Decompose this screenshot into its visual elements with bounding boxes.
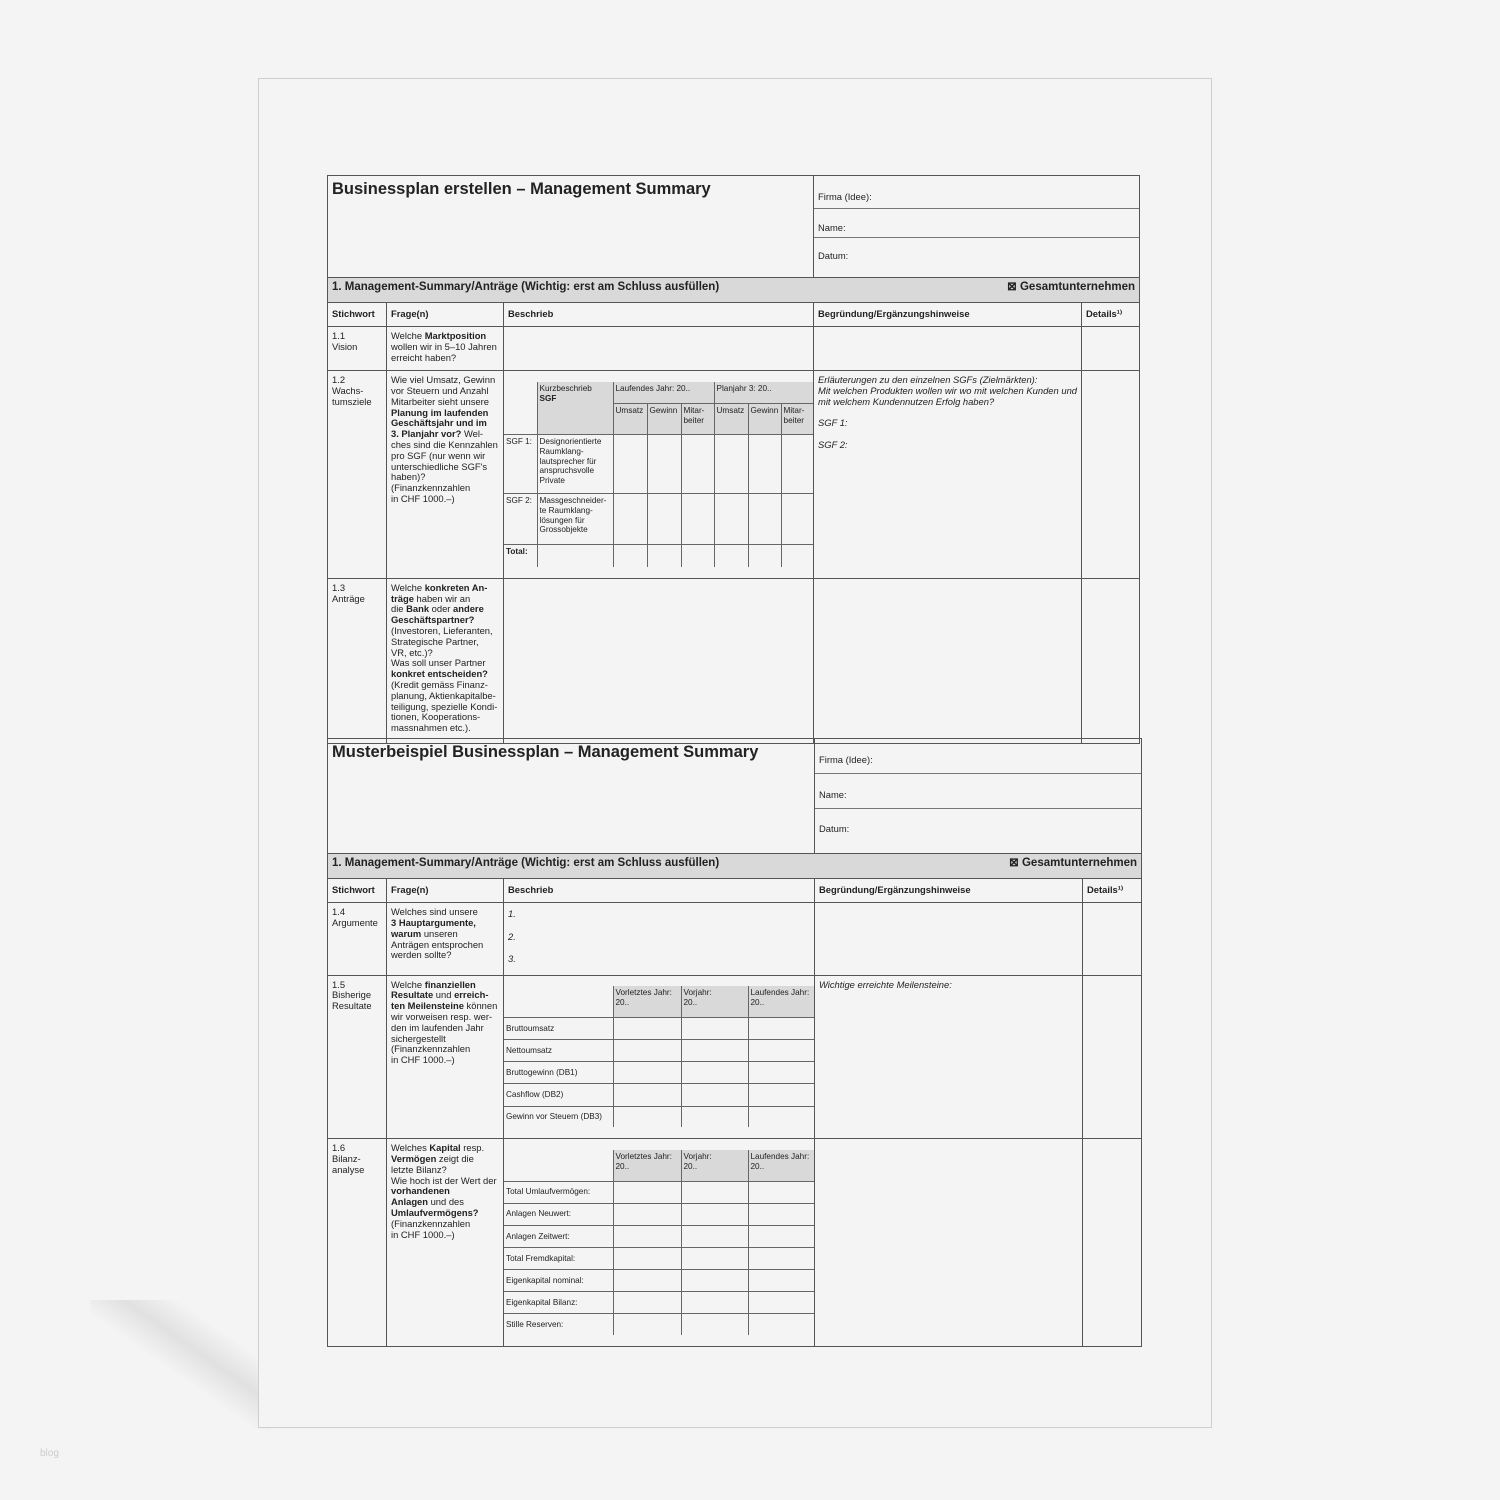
line-label: Eigenkapital nominal: bbox=[504, 1269, 613, 1291]
question-text-emphasis: finanziellen Resultate bbox=[391, 978, 476, 1001]
input-cell[interactable] bbox=[681, 1062, 748, 1084]
table-row bbox=[328, 371, 1140, 579]
input-cell[interactable] bbox=[613, 1314, 681, 1335]
input-cell[interactable] bbox=[613, 1292, 681, 1314]
input-cell[interactable] bbox=[748, 1106, 814, 1127]
input-cell[interactable] bbox=[714, 494, 748, 545]
col-header-fragen: Frage(n) bbox=[387, 879, 504, 903]
question-text: Welches sind unsere bbox=[391, 906, 478, 918]
question-text: und bbox=[433, 989, 455, 1001]
question-text-emphasis: andere Geschäftspartner? bbox=[391, 603, 484, 626]
details-cell[interactable] bbox=[1083, 903, 1142, 976]
question-text-emphasis: Kapital bbox=[429, 1142, 461, 1154]
balance-table-cell bbox=[504, 1139, 815, 1347]
details-cell[interactable] bbox=[1083, 975, 1142, 1139]
stichwort-cell: 1.4 Argumente bbox=[328, 903, 387, 976]
line-label: Cashflow (DB2) bbox=[504, 1084, 613, 1106]
sgf-label: SGF bbox=[539, 393, 557, 403]
input-cell[interactable] bbox=[781, 494, 813, 545]
question-text: (Investoren, Lieferanten, Strategische Partner, VR, etc.)? Was soll unser Partner bbox=[391, 624, 493, 669]
input-cell[interactable] bbox=[613, 1269, 681, 1291]
input-cell[interactable] bbox=[681, 1084, 748, 1106]
kurzbeschrieb-label: Kurzbeschrieb bbox=[539, 383, 592, 393]
input-cell[interactable] bbox=[613, 1225, 681, 1247]
input-cell[interactable] bbox=[781, 435, 813, 494]
question-text: Welche bbox=[391, 978, 425, 990]
line-label: Eigenkapital Bilanz: bbox=[504, 1292, 613, 1314]
input-cell[interactable] bbox=[613, 545, 647, 567]
balance-table bbox=[504, 1150, 814, 1335]
question-text: Wel- ches sind die Kennzahlen pro SGF (nur wenn wir unterschiedliche SGF's haben)? (Finanzkennzahlen in CHF 1000.–) bbox=[391, 428, 498, 504]
input-cell[interactable] bbox=[613, 494, 647, 545]
question-text: wollen wir in 5–10 Jahren erreicht haben? bbox=[391, 340, 497, 363]
metric-header: Gewinn bbox=[647, 404, 681, 435]
begruendung-cell[interactable]: Erläuterungen zu den einzelnen SGFs (Zielmärkten): Mit welchen Produkten wollen wir wo mit welchen Kunden und mit welchem Kundennutzen Erfolg haben? SGF 1: SGF 2: bbox=[814, 371, 1082, 579]
argument-item[interactable]: 1. bbox=[508, 908, 516, 920]
year-header: Planjahr 3: 20.. bbox=[714, 382, 813, 404]
details-cell[interactable] bbox=[1082, 327, 1140, 371]
table-row bbox=[328, 578, 1140, 743]
year-header: Vorletztes Jahr: 20.. bbox=[613, 986, 681, 1017]
question-text: und des bbox=[430, 1196, 464, 1208]
table-row bbox=[328, 1139, 1142, 1347]
input-cell[interactable] bbox=[681, 1203, 748, 1225]
metric-header: Gewinn bbox=[748, 404, 781, 435]
input-cell[interactable] bbox=[681, 1292, 748, 1314]
corner bbox=[504, 1150, 613, 1181]
input-cell[interactable] bbox=[647, 545, 681, 567]
begruendung-cell[interactable] bbox=[814, 578, 1082, 743]
details-cell[interactable] bbox=[1082, 578, 1140, 743]
section-title: 1. Management-Summary/Anträge (Wichtig: erst am Schluss ausfüllen) bbox=[332, 857, 720, 870]
beschrieb-cell[interactable] bbox=[504, 578, 814, 743]
question-text: zeigt die letzte Bilanz? Wie hoch ist der Wert der bbox=[391, 1153, 497, 1186]
input-cell[interactable] bbox=[613, 1040, 681, 1062]
stichwort-cell: 1.1 Vision bbox=[328, 327, 387, 371]
col-header-beschrieb: Beschrieb bbox=[504, 879, 815, 903]
input-cell[interactable] bbox=[613, 1062, 681, 1084]
input-cell[interactable] bbox=[613, 1181, 681, 1203]
question-cell bbox=[387, 327, 504, 371]
datum-field[interactable]: Datum: bbox=[819, 823, 850, 835]
stichwort-cell: 1.2 Wachs- tumsziele bbox=[328, 371, 387, 579]
results-table-cell bbox=[504, 975, 815, 1139]
begruendung-cell[interactable] bbox=[815, 1139, 1083, 1347]
question-text-emphasis: 3 Hauptargumente, warum bbox=[391, 916, 476, 939]
line-label: Anlagen Neuwert: bbox=[504, 1203, 613, 1225]
input-cell[interactable] bbox=[647, 494, 681, 545]
question-text: Welche bbox=[391, 581, 425, 593]
metric-header: Mitar- beiter bbox=[681, 404, 714, 435]
input-cell[interactable] bbox=[613, 1247, 681, 1269]
question-text-emphasis: Vermögen bbox=[391, 1153, 437, 1165]
question-cell bbox=[387, 371, 504, 579]
input-cell[interactable] bbox=[681, 1106, 748, 1127]
input-cell[interactable] bbox=[613, 1106, 681, 1127]
input-cell[interactable] bbox=[714, 545, 748, 567]
input-cell[interactable] bbox=[681, 1225, 748, 1247]
question-cell bbox=[387, 578, 504, 743]
question-text-emphasis: konkret entscheiden? bbox=[391, 668, 488, 680]
table-row bbox=[328, 903, 1142, 976]
input-cell[interactable] bbox=[748, 494, 781, 545]
management-summary-form-1 bbox=[327, 175, 1140, 744]
input-cell[interactable] bbox=[748, 1292, 814, 1314]
line-label: Nettoumsatz bbox=[504, 1040, 613, 1062]
input-cell[interactable] bbox=[748, 1181, 814, 1203]
input-cell[interactable] bbox=[748, 1084, 814, 1106]
line-label: Gewinn vor Steuern (DB3) bbox=[504, 1106, 613, 1127]
form-meta bbox=[815, 739, 1142, 854]
section-header bbox=[328, 854, 1142, 879]
input-cell[interactable] bbox=[748, 1247, 814, 1269]
input-cell[interactable] bbox=[748, 1062, 814, 1084]
beschrieb-cell[interactable] bbox=[504, 327, 814, 371]
details-cell[interactable] bbox=[1083, 1139, 1142, 1347]
year-header: Vorjahr: 20.. bbox=[681, 986, 748, 1017]
section-title: 1. Management-Summary/Anträge (Wichtig: erst am Schluss ausfüllen) bbox=[332, 281, 720, 294]
form-title: Businessplan erstellen – Management Summary bbox=[328, 176, 814, 278]
line-label: Stille Reserven: bbox=[504, 1314, 613, 1335]
question-cell bbox=[387, 903, 504, 976]
results-table bbox=[504, 986, 814, 1127]
question-text: Welche bbox=[391, 330, 425, 342]
total-label: Total: bbox=[504, 545, 537, 567]
watermark: blog bbox=[40, 1448, 59, 1459]
input-cell[interactable] bbox=[748, 1017, 814, 1039]
argumente-list[interactable] bbox=[504, 903, 815, 976]
input-cell[interactable] bbox=[681, 1269, 748, 1291]
sgf-desc: Massgeschneider- te Raumklang- lösungen für Grossobjekte bbox=[537, 494, 613, 545]
gesamtunternehmen-checkbox[interactable]: ⊠ Gesamtunternehmen bbox=[1009, 857, 1138, 870]
input-cell[interactable] bbox=[748, 1269, 814, 1291]
gesamtunternehmen-checkbox[interactable]: ⊠ Gesamtunternehmen bbox=[1007, 281, 1136, 294]
line-label: Bruttogewinn (DB1) bbox=[504, 1062, 613, 1084]
input-cell[interactable] bbox=[681, 1181, 748, 1203]
question-text-emphasis: vorhandenen Anlagen bbox=[391, 1185, 450, 1208]
question-text-emphasis: Marktposition bbox=[424, 330, 487, 342]
stichwort-cell: 1.6 Bilanz- analyse bbox=[328, 1139, 387, 1347]
name-field[interactable]: Name: bbox=[815, 785, 1141, 809]
begruendung-cell[interactable]: Wichtige erreichte Meilensteine: bbox=[815, 975, 1083, 1139]
col-header-begruendung: Begründung/Ergänzungshinweise bbox=[814, 303, 1082, 327]
input-cell[interactable] bbox=[681, 545, 714, 567]
col-header-begruendung: Begründung/Ergänzungshinweise bbox=[815, 879, 1083, 903]
col-header-stichwort: Stichwort bbox=[328, 879, 387, 903]
metric-header: Umsatz bbox=[714, 404, 748, 435]
question-text-emphasis: Umlaufvermögens? bbox=[391, 1207, 479, 1219]
input-cell[interactable] bbox=[681, 1314, 748, 1335]
year-header: Laufendes Jahr: 20.. bbox=[748, 1150, 814, 1181]
question-text-emphasis: Planung im laufenden Geschäftsjahr und im 3. Planjahr vor? bbox=[391, 406, 489, 440]
input-cell[interactable] bbox=[681, 494, 714, 545]
stichwort-cell: 1.3 Anträge bbox=[328, 578, 387, 743]
input-cell[interactable] bbox=[647, 435, 681, 494]
question-text: unseren Anträgen entsprochen werden sollte? bbox=[391, 927, 484, 961]
datum-field[interactable]: Datum: bbox=[818, 250, 849, 262]
col-header-fragen: Frage(n) bbox=[387, 303, 504, 327]
input-cell[interactable] bbox=[613, 435, 647, 494]
input-cell[interactable] bbox=[681, 435, 714, 494]
firma-field[interactable]: Firma (Idee): bbox=[814, 187, 1139, 209]
sgf-corner bbox=[504, 382, 537, 435]
line-label: Total Fremdkapital: bbox=[504, 1247, 613, 1269]
metric-header: Mitar- beiter bbox=[781, 404, 813, 435]
sgf-row-label: SGF 1: bbox=[504, 435, 537, 494]
question-text: oder bbox=[429, 603, 454, 615]
input-cell[interactable] bbox=[681, 1017, 748, 1039]
details-cell[interactable] bbox=[1082, 371, 1140, 579]
question-text: haben wir an die bbox=[391, 592, 471, 615]
input-cell[interactable] bbox=[613, 1084, 681, 1106]
begruendung-cell[interactable] bbox=[815, 903, 1083, 976]
year-header: Laufendes Jahr: 20.. bbox=[748, 986, 814, 1017]
section-header bbox=[328, 278, 1140, 303]
argument-item[interactable]: 2. bbox=[508, 930, 516, 942]
question-text: Wie viel Umsatz, Gewinn vor Steuern und Anzahl Mitarbeiter sieht unsere bbox=[391, 374, 496, 407]
question-text: (Finanzkennzahlen in CHF 1000.–) bbox=[391, 1217, 471, 1240]
question-text: Welches bbox=[391, 1142, 430, 1154]
line-label: Bruttoumsatz bbox=[504, 1017, 613, 1039]
input-cell[interactable] bbox=[613, 1203, 681, 1225]
name-field[interactable]: Name: bbox=[814, 220, 1139, 238]
metric-header: Umsatz bbox=[613, 404, 647, 435]
input-cell[interactable] bbox=[613, 1017, 681, 1039]
argument-item[interactable]: 3. bbox=[508, 953, 516, 965]
year-header: Vorjahr: 20.. bbox=[681, 1150, 748, 1181]
corner bbox=[504, 986, 613, 1017]
page-shadow bbox=[90, 1300, 270, 1430]
input-cell[interactable] bbox=[748, 545, 781, 567]
sgf-row-label: SGF 2: bbox=[504, 494, 537, 545]
question-text-emphasis: konkreten An- träge bbox=[391, 581, 488, 604]
table-row bbox=[328, 975, 1142, 1139]
col-header-details: Details¹⁾ bbox=[1083, 879, 1142, 903]
year-header: Laufendes Jahr: 20.. bbox=[613, 382, 714, 404]
input-cell[interactable] bbox=[681, 1247, 748, 1269]
kurzbeschrieb-header bbox=[537, 382, 613, 435]
stichwort-cell: 1.5 Bisherige Resultate bbox=[328, 975, 387, 1139]
question-cell bbox=[387, 975, 504, 1139]
question-cell bbox=[387, 1139, 504, 1347]
begruendung-cell[interactable] bbox=[814, 327, 1082, 371]
firma-field[interactable]: Firma (Idee): bbox=[815, 750, 1141, 774]
question-text: können wir vorweisen resp. wer- den im laufenden Jahr sichergestellt (Finanzkennzahlen in CHF 1000.–) bbox=[391, 1000, 498, 1066]
input-cell[interactable] bbox=[748, 1225, 814, 1247]
question-text-emphasis: Bank bbox=[406, 603, 430, 615]
col-header-beschrieb: Beschrieb bbox=[504, 303, 814, 327]
input-cell[interactable] bbox=[748, 1203, 814, 1225]
line-label: Total Umlaufvermögen: bbox=[504, 1181, 613, 1203]
question-text: (Kredit gemäss Finanz- planung, Aktienkapitalbe- teiligung, spezielle Kondi- tionen, Kooperations- massnahmen etc.). bbox=[391, 678, 498, 734]
line-label: Anlagen Zeitwert: bbox=[504, 1225, 613, 1247]
sgf-desc: Designorientierte Raumklang- lautsprecher für anspruchsvolle Private bbox=[537, 435, 613, 494]
question-text: resp. bbox=[463, 1142, 485, 1154]
year-header: Vorletztes Jahr: 20.. bbox=[613, 1150, 681, 1181]
table-row bbox=[328, 327, 1140, 371]
sgf-table bbox=[504, 382, 813, 567]
form-meta bbox=[814, 176, 1140, 278]
input-cell[interactable] bbox=[681, 1040, 748, 1062]
form-title: Musterbeispiel Businessplan – Management Summary bbox=[328, 739, 815, 854]
sgf-table-cell bbox=[504, 371, 814, 579]
question-text-emphasis: erreich- ten Meilensteine bbox=[391, 989, 489, 1012]
input-cell[interactable] bbox=[748, 1040, 814, 1062]
input-cell[interactable] bbox=[748, 435, 781, 494]
management-summary-form-2 bbox=[327, 738, 1142, 1347]
col-header-stichwort: Stichwort bbox=[328, 303, 387, 327]
input-cell[interactable] bbox=[537, 545, 613, 567]
col-header-details: Details¹⁾ bbox=[1082, 303, 1140, 327]
input-cell[interactable] bbox=[714, 435, 748, 494]
input-cell[interactable] bbox=[748, 1314, 814, 1335]
input-cell[interactable] bbox=[781, 545, 813, 567]
